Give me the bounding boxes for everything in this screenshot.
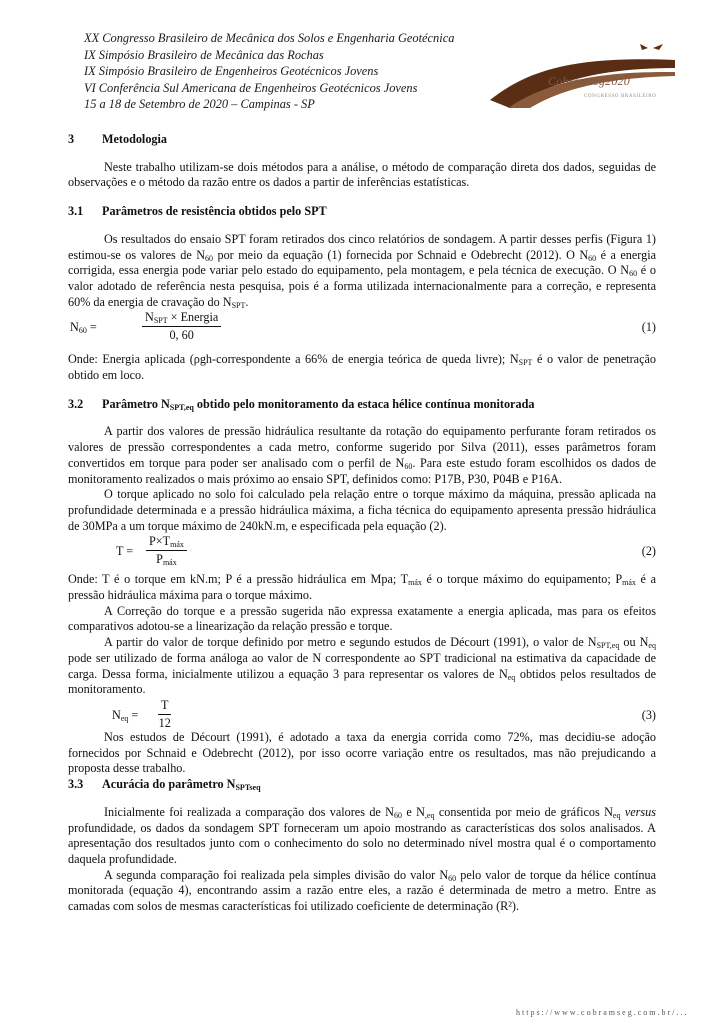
header-line: 15 a 18 de Setembro de 2020 – Campinas - SP: [84, 97, 315, 112]
header-line: IX Simpósio Brasileiro de Mecânica das Rochas: [84, 47, 324, 62]
header-line: VI Conferência Sul Americana de Engenheiros Geotécnicos Jovens: [84, 80, 418, 95]
equation-fraction: $P\times T_{máx}$ $P_{máx}$: [146, 534, 187, 567]
paragraph: Onde: Energia aplicada (ρgh-correspondente a 66% de energia teórica de queda livre); $N_{SPT}$ é o valor de penetração obtido em loco.: [68, 352, 656, 383]
equation-1: $N_{60}$ = $N_{SPT}$ × Energia 0, 60 (1): [70, 310, 656, 343]
logo-text: Cobramseg2020: [548, 74, 630, 88]
paragraph: A segunda comparação foi realizada pela simples divisão do valor $N_{60}$ pelo valor de torque da hélice contínua monitorada (equação 4), encontrando assim a razão entre eles, a razão é determinada de metro a metro. Entre as camadas com solos de mesmas características foi utilizado coeficiente de determinação (R²).: [68, 867, 657, 914]
section-number: 3.2: [68, 396, 84, 411]
section-number: 3.3: [68, 777, 84, 792]
section-title: Parâmetro $N_{SPT,eq}$ obtido pelo monitoramento da estaca hélice contínua monitorada: [102, 396, 535, 412]
section-heading: [68, 132, 656, 148]
header-line: IX Simpósio Brasileiro de Engenheiros Geotécnicos Jovens: [84, 64, 379, 79]
equation-label: (3): [641, 707, 656, 722]
logo-subtext: CONGRESSO BRASILEIRO: [584, 94, 657, 99]
paper-body: [68, 132, 656, 915]
paragraph: Neste trabalho utilizam-se dois métodos para a análise, o método de comparação direta dos dados, seguidas de observações e o método da razão entre os dados a partir de inferências estatísticas.: [68, 159, 656, 190]
paragraph: Onde: T é o torque em kN.m; P é a pressão hidráulica em Mpa; $T_{máx}$ é o torque máximo do equipamento; $P_{máx}$ é a pressão hidráulica máxima para o torque máximo.: [68, 572, 656, 603]
section-heading: [68, 397, 656, 413]
equation-fraction: $N_{SPT}$ × Energia 0, 60: [142, 310, 221, 343]
paragraph: Nos estudos de Décourt (1991), é adotado a taxa da energia corrida como 72%, mas decidiu-se adoção fornecidos por Schnaid e Odebrecht (2012), por isso ocorre variação entre os resultados, mas não prejudicando a proposta desse trabalho.: [68, 729, 656, 776]
section-heading: [68, 204, 656, 220]
paragraph: Inicialmente foi realizada a comparação dos valores de $N_{60}$ e $N_{,eq}$ consentida por meio de gráficos $N_{eq}$ versus profundidade, os dados da sondagem SPT forneceram um apoio mostrando as características dos solos analisados. A apresentação dos resultados junto com o conhecimento do solo no determinado nível mostra qual é o comportamento daquela profundidade.: [68, 804, 656, 866]
equation-3: $N_{eq}$ = $\frac{T}{12}$ (3): [112, 697, 656, 730]
paragraph: Os resultados do ensaio SPT foram retirados dos cinco relatórios de sondagem. A partir desses perfis (Figura 1) estimou-se os valores de $N_{60}$ por meio da equação (1) fornecida por Schnaid e Odebrecht (2012). O $N_{60}$ é a energia corrigida, essa energia pode variar pelo estado do equipamento, pela montagem, e pela técnica de execução. O $N_{60}$ é o valor adotado de referência nesta pesquisa, pois é a forma utilizada internacionalmente para a correção, e representa 60% da energia de cravação do $N_{SPT}$.: [68, 231, 657, 310]
footer-url: https://www.cobramseg.com.br/...: [516, 1008, 689, 1017]
section-title: Metodologia: [102, 132, 167, 146]
section-number: 3.1: [68, 204, 84, 219]
paragraph: A partir dos valores de pressão hidráulica resultante da rotação do equipamento perfurante foram retirados os valores de pressão correspondentes a cada metro, conforme sugerido por Silva (2011), esses parâmetros foram convertidos em torque para poder ser analisado com o perfil de $N_{60}$. Para este estudo foram escolhidos os dados de monitoramento realizados o mais próximo ao ensaio SPT, definidos como: P17B, P30, P04B e P16A.: [68, 424, 656, 486]
conference-header: [84, 30, 494, 113]
section-number: 3: [68, 132, 75, 146]
equation-label: (1): [641, 320, 656, 335]
header-line: XX Congresso Brasileiro de Mecânica dos Solos e Engenharia Geotécnica: [84, 31, 455, 45]
equation-2: T = $P\times T_{máx}$ $P_{máx}$ (2): [116, 534, 656, 568]
paragraph: A Correção do torque e a pressão sugerida não expressa exatamente a energia aplicada, mas para os efeitos comparativos adotou-se a linearização da relação pressão e torque.: [68, 603, 656, 634]
equation-label: (2): [641, 544, 656, 559]
section-title: Parâmetros de resistência obtidos pelo SPT: [102, 204, 327, 219]
section-title: Acurácia do parâmetro $N_{SPTseq}$: [102, 777, 261, 793]
section-heading: [68, 777, 656, 793]
equation-fraction: $\frac{T}{12}$: [158, 697, 171, 730]
paragraph: O torque aplicado no solo foi calculado pela relação entre o torque máximo da máquina, pressão aplicada na profundidade determinada e a pressão hidráulica máxima, a ficha técnica do equipamento apresenta pressão hidráulica de 30MPa a um torque máximo de 240kN.m, e especificada pela equação (2).: [68, 487, 656, 533]
paragraph: A partir do valor de torque definido por metro e segundo estudos de Décourt (1991), o valor de $N_{SPT,eq}$ ou $N_{eq}$ pode ser utilizado de forma análoga ao valor de N correspondente ao SPT tradicional na estimativa da capacidade de carga. Dessa forma, inicialmente utilizou a equação 3 para representar os valores de $N_{eq}$ obtidos pelos resultados de monitoramento.: [68, 635, 656, 697]
